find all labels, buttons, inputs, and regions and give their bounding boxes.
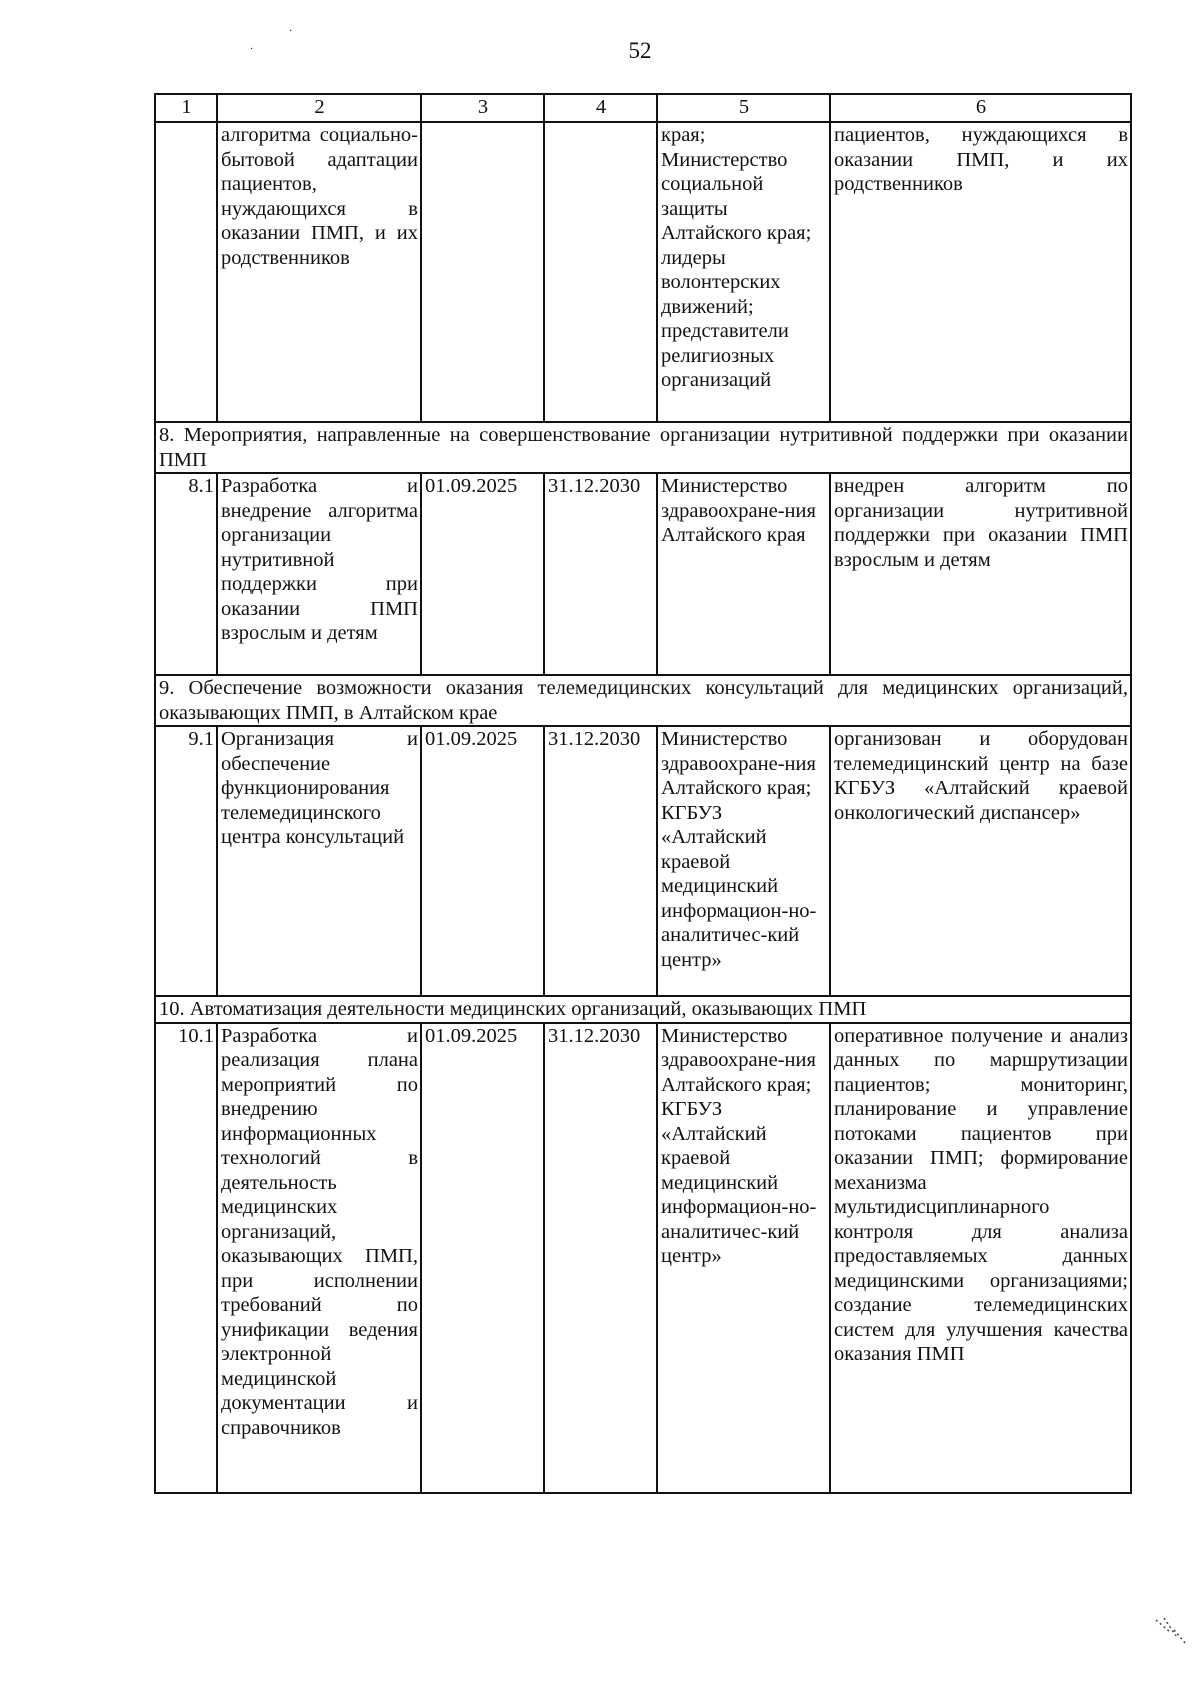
responsible-cell: края; Министерство социальной защиты Алтайского края; лидеры волонтерских движений; представители религиозных организаций <box>657 122 830 422</box>
start-date-cell <box>421 122 544 422</box>
column-header: 3 <box>421 94 544 122</box>
column-header: 2 <box>217 94 421 122</box>
description-cell: Разработка и реализация плана мероприятий по внедрению информационных технологий в деятельность медицинских организаций, оказывающих ПМП, при исполнении требований по унификации ведения электронной медицинской документации и справочников <box>217 1023 421 1493</box>
description-cell: Разработка и внедрение алгоритма организации нутритивной поддержки при оказании ПМП взрослым и детям <box>217 473 421 675</box>
end-date-cell: 31.12.2030 <box>544 1023 657 1493</box>
table-row-continued <box>155 122 1131 422</box>
description-cell: Организация и обеспечение функционирования телемедицинского центра консультаций <box>217 726 421 996</box>
end-date-cell <box>544 122 657 422</box>
section-title: 8. Мероприятия, направленные на совершенствование организации нутритивной поддержки при оказании ПМП <box>155 422 1131 473</box>
scan-speck: · <box>250 44 254 55</box>
end-date-cell: 31.12.2030 <box>544 473 657 675</box>
column-header: 1 <box>155 94 217 122</box>
description-cell: алгоритма социально-бытовой адаптации пациентов, нуждающихся в оказании ПМП, и их родственников <box>217 122 421 422</box>
result-cell: внедрен алгоритм по организации нутритивной поддержки при оказании ПМП взрослым и детям <box>830 473 1131 675</box>
column-header: 4 <box>544 94 657 122</box>
section-title: 9. Обеспечение возможности оказания телемедицинских консультаций для медицинских организаций, оказывающих ПМП, в Алтайском крае <box>155 675 1131 726</box>
responsible-cell: Министерство здравоохране-ния Алтайского края <box>657 473 830 675</box>
table-row-8-1 <box>155 473 1131 675</box>
start-date-cell: 01.09.2025 <box>421 1023 544 1493</box>
num-cell: 8.1 <box>155 473 217 675</box>
column-header: 5 <box>657 94 830 122</box>
responsible-cell: Министерство здравоохране-ния Алтайского края; КГБУЗ «Алтайский краевой медицинский информацион-но-аналитичес-кий центр» <box>657 726 830 996</box>
num-cell <box>155 122 217 422</box>
section-title: 10. Автоматизация деятельности медицинских организаций, оказывающих ПМП <box>155 996 1131 1023</box>
table-header-row <box>155 94 1131 122</box>
scan-speck: · <box>289 26 293 37</box>
result-cell: организован и оборудован телемедицинский центр на базе КГБУЗ «Алтайский краевой онкологический диспансер» <box>830 726 1131 996</box>
column-header: 6 <box>830 94 1131 122</box>
section-row-9 <box>155 675 1131 726</box>
activities-table <box>154 93 1132 1494</box>
responsible-cell: Министерство здравоохране-ния Алтайского края; КГБУЗ «Алтайский краевой медицинский информацион-но-аналитичес-кий центр» <box>657 1023 830 1493</box>
table-row-9-1 <box>155 726 1131 996</box>
result-cell: пациентов, нуждающихся в оказании ПМП, и их родственников <box>830 122 1131 422</box>
scan-artifact-icon <box>1152 1610 1192 1650</box>
start-date-cell: 01.09.2025 <box>421 726 544 996</box>
start-date-cell: 01.09.2025 <box>421 473 544 675</box>
section-row-10 <box>155 996 1131 1023</box>
section-row-8 <box>155 422 1131 473</box>
num-cell: 9.1 <box>155 726 217 996</box>
num-cell: 10.1 <box>155 1023 217 1493</box>
result-cell: оперативное получение и анализ данных по маршрутизации пациентов; мониторинг, планирование и управление потоками пациентов при оказании ПМП; формирование механизма мультидисциплинарного контроля для анализа предоставляемых данных медицинскими организациями; создание телемедицинских систем для улучшения качества оказания ПМП <box>830 1023 1131 1493</box>
page-number: 52 <box>628 38 652 63</box>
table-row-10-1 <box>155 1023 1131 1493</box>
end-date-cell: 31.12.2030 <box>544 726 657 996</box>
